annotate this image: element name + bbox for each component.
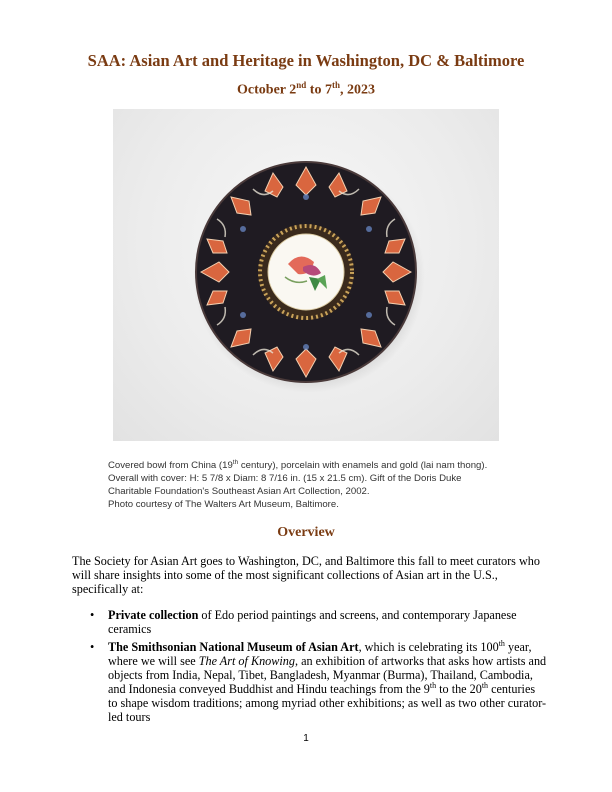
item-sup: th: [498, 638, 505, 648]
item-text: and Indonesia conveyed Buddhist and Hindu teachings from the 9: [108, 682, 430, 696]
dates-sup-th: th: [331, 80, 340, 90]
dates-end: to 7: [306, 82, 332, 98]
covered-bowl-illustration: [113, 109, 499, 441]
document-title: SAA: Asian Art and Heritage in Washington, DC & Baltimore: [87, 51, 525, 70]
item-text: , an exhibition of artworks that asks how artists and: [294, 654, 547, 668]
dates-start: October 2: [237, 82, 297, 98]
item-line: led tours: [108, 710, 151, 724]
item-line: objects from India, Nepal, Tibet, Bangladesh, Myanmar (Burma), Thailand, Cambodia,: [108, 668, 533, 682]
item-text: to the 20: [436, 682, 482, 696]
item-sup: th: [429, 680, 437, 690]
item-text: centuries: [488, 682, 536, 696]
dates-sup-nd: nd: [296, 80, 307, 90]
caption-line-4: Photo courtesy of The Walters Art Museum, Baltimore.: [108, 499, 339, 511]
item-text: , which is celebrating its 100: [358, 640, 499, 654]
item-title: Private collection: [108, 608, 199, 622]
page-number: 1: [303, 733, 309, 744]
item-text: year,: [504, 640, 532, 654]
bullet-icon: •: [90, 608, 95, 622]
item-sup: th: [481, 680, 489, 690]
caption-line-1: [108, 456, 528, 472]
caption-sup: th: [232, 459, 239, 466]
intro-paragraph: [72, 554, 547, 596]
list-item-private-collection: [90, 608, 550, 636]
intro-line: will share insights into some of the most significant collections of Asian art in the U.S.,: [72, 568, 498, 582]
photo-caption: [108, 456, 528, 511]
caption-text: century), porcelain with enamels and gold (lai nam thong).: [238, 460, 488, 472]
exhibition-title: The Art of Knowing: [198, 654, 295, 668]
dates-year: , 2023: [339, 82, 375, 98]
item-line: ceramics: [108, 622, 152, 636]
caption-text: Covered bowl from China (19: [108, 460, 233, 472]
covered-bowl-photo: [113, 109, 499, 441]
caption-line-2: Overall with cover: H: 5 7/8 x Diam: 8 7/16 in. (15 x 21.5 cm). Gift of the Doris Duke: [108, 473, 462, 485]
bullet-icon: •: [90, 640, 95, 654]
event-dates: [0, 80, 612, 99]
intro-line: specifically at:: [72, 582, 144, 596]
item-line: [108, 654, 550, 668]
item-text: where we will see: [108, 654, 199, 668]
caption-line-3: Charitable Foundation's Southeast Asian Art Collection, 2002.: [108, 486, 370, 498]
venue-list: [90, 608, 550, 728]
list-item-smithsonian: [90, 640, 550, 724]
item-line: [108, 608, 550, 622]
item-line: [108, 682, 550, 696]
intro-line: The Society for Asian Art goes to Washington, DC, and Baltimore this fall to meet curators who: [72, 554, 540, 568]
item-text: of Edo period paintings and screens, and contemporary Japanese: [198, 608, 517, 622]
item-line: [108, 640, 550, 654]
item-title: The Smithsonian National Museum of Asian Art: [108, 640, 359, 654]
item-line: to shape wisdom traditions; among myriad other exhibitions; as well as two other curator-: [108, 696, 547, 710]
overview-heading: Overview: [277, 525, 335, 540]
